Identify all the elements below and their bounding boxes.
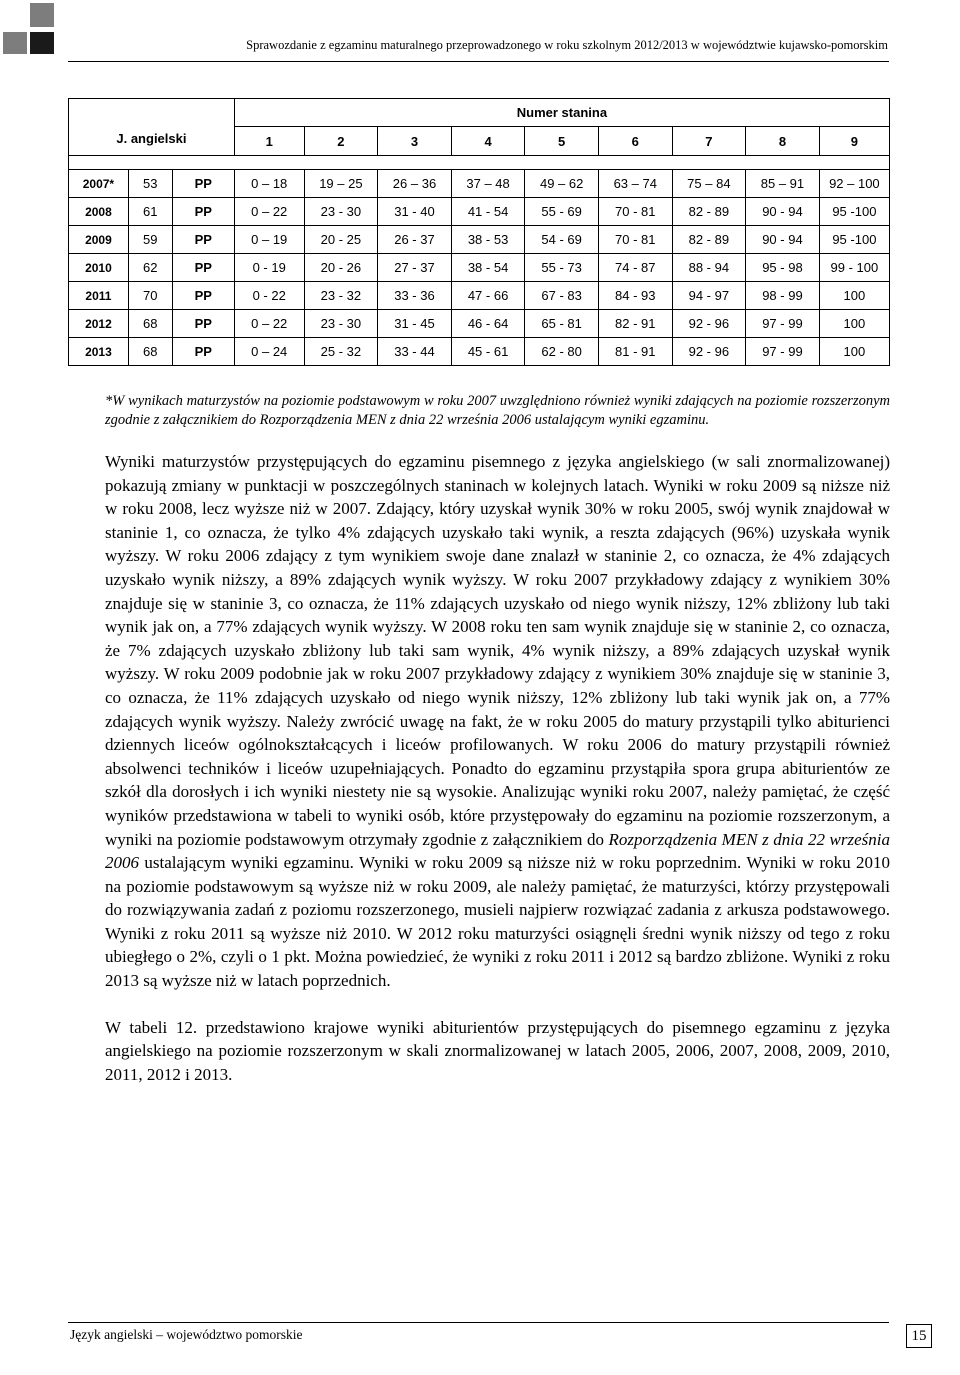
table-row bbox=[69, 282, 890, 310]
logo-square-dark bbox=[30, 32, 54, 54]
body-text bbox=[105, 450, 890, 1086]
range-cell: 63 – 74 bbox=[598, 170, 672, 198]
range-cell: 100 bbox=[819, 282, 889, 310]
range-cell: 23 - 30 bbox=[304, 310, 378, 338]
range-cell: 94 - 97 bbox=[672, 282, 746, 310]
range-cell: 55 - 73 bbox=[525, 254, 599, 282]
level-cell: PP bbox=[172, 282, 234, 310]
stanine-number: 8 bbox=[746, 127, 820, 156]
range-cell: 55 - 69 bbox=[525, 198, 599, 226]
points-cell: 53 bbox=[128, 170, 172, 198]
footer-text: Język angielski – województwo pomorskie bbox=[70, 1327, 303, 1342]
range-cell: 62 - 80 bbox=[525, 338, 599, 366]
range-cell: 38 - 53 bbox=[451, 226, 525, 254]
range-cell: 26 - 37 bbox=[378, 226, 452, 254]
year-cell: 2011 bbox=[69, 282, 129, 310]
range-cell: 95 -100 bbox=[819, 226, 889, 254]
range-cell: 47 - 66 bbox=[451, 282, 525, 310]
range-cell: 38 - 54 bbox=[451, 254, 525, 282]
level-cell: PP bbox=[172, 198, 234, 226]
range-cell: 67 - 83 bbox=[525, 282, 599, 310]
range-cell: 31 - 45 bbox=[378, 310, 452, 338]
range-cell: 49 – 62 bbox=[525, 170, 599, 198]
level-cell: PP bbox=[172, 310, 234, 338]
stanine-super-header: Numer stanina bbox=[234, 99, 889, 127]
range-cell: 25 - 32 bbox=[304, 338, 378, 366]
stanine-number: 5 bbox=[525, 127, 599, 156]
table-spacer-row bbox=[69, 156, 890, 170]
regulation-reference: Rozporządzenia MEN z dnia 22 września 2006 bbox=[105, 829, 890, 873]
range-cell: 82 - 91 bbox=[598, 310, 672, 338]
year-cell: 2010 bbox=[69, 254, 129, 282]
range-cell: 84 - 93 bbox=[598, 282, 672, 310]
range-cell: 65 - 81 bbox=[525, 310, 599, 338]
points-cell: 61 bbox=[128, 198, 172, 226]
footer-divider bbox=[68, 1322, 889, 1323]
range-cell: 75 – 84 bbox=[672, 170, 746, 198]
range-cell: 90 - 94 bbox=[746, 226, 820, 254]
header-divider bbox=[68, 61, 889, 62]
stanine-number: 1 bbox=[234, 127, 304, 156]
range-cell: 0 – 22 bbox=[234, 310, 304, 338]
range-cell: 85 – 91 bbox=[746, 170, 820, 198]
subject-label: J. angielski bbox=[116, 130, 187, 146]
subject-label-cell bbox=[69, 99, 235, 156]
range-cell: 45 - 61 bbox=[451, 338, 525, 366]
range-cell: 95 -100 bbox=[819, 198, 889, 226]
points-cell: 68 bbox=[128, 338, 172, 366]
points-cell: 62 bbox=[128, 254, 172, 282]
range-cell: 88 - 94 bbox=[672, 254, 746, 282]
range-cell: 92 - 96 bbox=[672, 338, 746, 366]
stanine-number: 6 bbox=[598, 127, 672, 156]
range-cell: 26 – 36 bbox=[378, 170, 452, 198]
stanine-table bbox=[68, 98, 890, 366]
stanine-number: 4 bbox=[451, 127, 525, 156]
level-cell: PP bbox=[172, 338, 234, 366]
range-cell: 82 - 89 bbox=[672, 226, 746, 254]
table-row bbox=[69, 310, 890, 338]
range-cell: 100 bbox=[819, 338, 889, 366]
table-row bbox=[69, 170, 890, 198]
year-cell: 2009 bbox=[69, 226, 129, 254]
range-cell: 27 - 37 bbox=[378, 254, 452, 282]
range-cell: 37 – 48 bbox=[451, 170, 525, 198]
range-cell: 97 - 99 bbox=[746, 310, 820, 338]
report-logo bbox=[0, 0, 56, 56]
table-row bbox=[69, 338, 890, 366]
range-cell: 0 - 22 bbox=[234, 282, 304, 310]
stanine-number: 7 bbox=[672, 127, 746, 156]
range-cell: 23 - 32 bbox=[304, 282, 378, 310]
stanine-number: 3 bbox=[378, 127, 452, 156]
range-cell: 19 – 25 bbox=[304, 170, 378, 198]
range-cell: 23 - 30 bbox=[304, 198, 378, 226]
year-cell: 2007* bbox=[69, 170, 129, 198]
range-cell: 100 bbox=[819, 310, 889, 338]
range-cell: 92 – 100 bbox=[819, 170, 889, 198]
range-cell: 41 - 54 bbox=[451, 198, 525, 226]
points-cell: 70 bbox=[128, 282, 172, 310]
table-row bbox=[69, 198, 890, 226]
range-cell: 0 – 22 bbox=[234, 198, 304, 226]
range-cell: 20 - 25 bbox=[304, 226, 378, 254]
range-cell: 92 - 96 bbox=[672, 310, 746, 338]
range-cell: 0 – 24 bbox=[234, 338, 304, 366]
range-cell: 0 – 18 bbox=[234, 170, 304, 198]
points-cell: 59 bbox=[128, 226, 172, 254]
body-paragraph-2: W tabeli 12. przedstawiono krajowe wyniki abiturientów przystępujących do pisemnego egzaminu z języka angielskiego na poziomie rozszerzonym w skali znormalizowanej w latach 2005, 2006, 2007, 2008, 2009, 2010, 2011, 2012 i 2013. bbox=[105, 1017, 890, 1084]
points-cell: 68 bbox=[128, 310, 172, 338]
body-paragraph-1: Wyniki maturzystów przystępujących do egzaminu pisemnego z języka angielskiego (w sali znormalizowanej) pokazują zmiany w punktacji w poszczególnych staninach w kolejnych latach. Wyniki w roku 2009 są niższe niż w roku 2008, lecz wyższe niż w 2007. Zdający, który uzyskał wynik 30% w roku 2005, swój wynik znajdował w staninie 1, co oznacza, że tylko 4% zdających uzyskało taki wynik, a reszta zdających (96%) uzyskała wynik wyższy. W roku 2006 zdający z tym wynikiem swoje dane znalazł w staninie 2, co oznacza, że 4% zdających uzyskało wynik niższy, a 89% zdających wynik wyższy. W roku 2007 przykładowy zdający z wynikiem 30% znajduje się w staninie 3, co oznacza, że 11% zdających uzyskało od niego wynik niższy, 12% zbliżony lub taki wynik jak on, a 77% zdających wynik wyższy. W 2008 roku ten sam wynik znajduje się w staninie 2, co oznacza, że 7% zdających uzyskało zbliżony lub taki sam wynik, 4% wynik niższy, a 89% zdających uzyskał wynik wyższy. W roku 2009 podobnie jak w roku 2007 przykładowy zdający z wynikiem 30% znajduje się w staninie 3, co oznacza, że 11% zdających uzyskało od niego wynik niższy, 12% zbliżony lub taki wynik jak on, a 77% zdających wynik wyższy. Należy zwrócić uwagę na fakt, że w roku 2005 do matury przystąpili tylko abiturienci dziennych liceów ogólnokształcących i liceów profilowanych. W roku 2006 do matury przystąpili również absolwenci techników i liceów uzupełniających. Ponadto do egzaminu przystąpiła spora grupa abiturientów ze szkół dla dorosłych i ich wyniki niestety nie są wysokie. Analizując wyniki roku 2007, należy pamiętać, że część wyników przedstawiona w tabeli to wyniki osób, które przystępowały do egzaminu na poziomie rozszerzonym, a wyniki na poziomie podstawowym otrzymały zgodnie z załącznikiem do Rozporządzenia MEN z dnia 22 września 2006 ustalającym wyniki egzaminu. Wyniki w roku 2009 są niższe niż w roku poprzednim. Wyniki w roku 2010 na poziomie podstawowym są wyższe niż w roku 2009, ale należy pamiętać, że maturzyści, którzy przystępowali do rozwiązywania zadań z poziomu rozszerzonego, musieli najpierw rozwiązać zadania z arkusza podstawowego. Wyniki z roku 2011 są wyższe niż 2010. W 2012 roku maturzyści osiągnęli średni wynik niższy od tego z roku ubiegłego o 2%, czyli o 1 pkt. Można powiedzieć, że wyniki z roku 2011 i 2012 są bardzo zbliżone. Wyniki z roku 2013 są wyższe niż w latach poprzednich. bbox=[105, 452, 890, 991]
level-cell: PP bbox=[172, 170, 234, 198]
table-header-row bbox=[69, 99, 890, 127]
level-cell: PP bbox=[172, 226, 234, 254]
range-cell: 81 - 91 bbox=[598, 338, 672, 366]
logo-square-top bbox=[30, 3, 54, 27]
logo-square-left bbox=[3, 32, 27, 54]
year-cell: 2012 bbox=[69, 310, 129, 338]
table-footnote: *W wynikach maturzystów na poziomie podstawowym w roku 2007 uwzględniono również wyniki zdających na poziomie rozszerzonym zgodnie z załącznikiem do Rozporządzenia MEN z dnia 22 września 2006 ustalającym wyniki egzaminu. bbox=[105, 393, 890, 428]
year-cell: 2008 bbox=[69, 198, 129, 226]
range-cell: 82 - 89 bbox=[672, 198, 746, 226]
range-cell: 33 - 44 bbox=[378, 338, 452, 366]
range-cell: 54 - 69 bbox=[525, 226, 599, 254]
table-row bbox=[69, 226, 890, 254]
table-body bbox=[69, 170, 890, 366]
range-cell: 20 - 26 bbox=[304, 254, 378, 282]
range-cell: 0 – 19 bbox=[234, 226, 304, 254]
stanine-number: 9 bbox=[819, 127, 889, 156]
level-cell: PP bbox=[172, 254, 234, 282]
range-cell: 46 - 64 bbox=[451, 310, 525, 338]
stanine-number: 2 bbox=[304, 127, 378, 156]
range-cell: 98 - 99 bbox=[746, 282, 820, 310]
range-cell: 97 - 99 bbox=[746, 338, 820, 366]
page-number: 15 bbox=[906, 1324, 932, 1348]
range-cell: 95 - 98 bbox=[746, 254, 820, 282]
year-cell: 2013 bbox=[69, 338, 129, 366]
range-cell: 99 - 100 bbox=[819, 254, 889, 282]
table-row bbox=[69, 254, 890, 282]
range-cell: 74 - 87 bbox=[598, 254, 672, 282]
range-cell: 70 - 81 bbox=[598, 198, 672, 226]
range-cell: 90 - 94 bbox=[746, 198, 820, 226]
page-header-title: Sprawozdanie z egzaminu maturalnego przeprowadzonego w roku szkolnym 2012/2013 w województwie kujawsko-pomorskim bbox=[246, 38, 888, 52]
range-cell: 33 - 36 bbox=[378, 282, 452, 310]
range-cell: 70 - 81 bbox=[598, 226, 672, 254]
range-cell: 0 - 19 bbox=[234, 254, 304, 282]
range-cell: 31 - 40 bbox=[378, 198, 452, 226]
